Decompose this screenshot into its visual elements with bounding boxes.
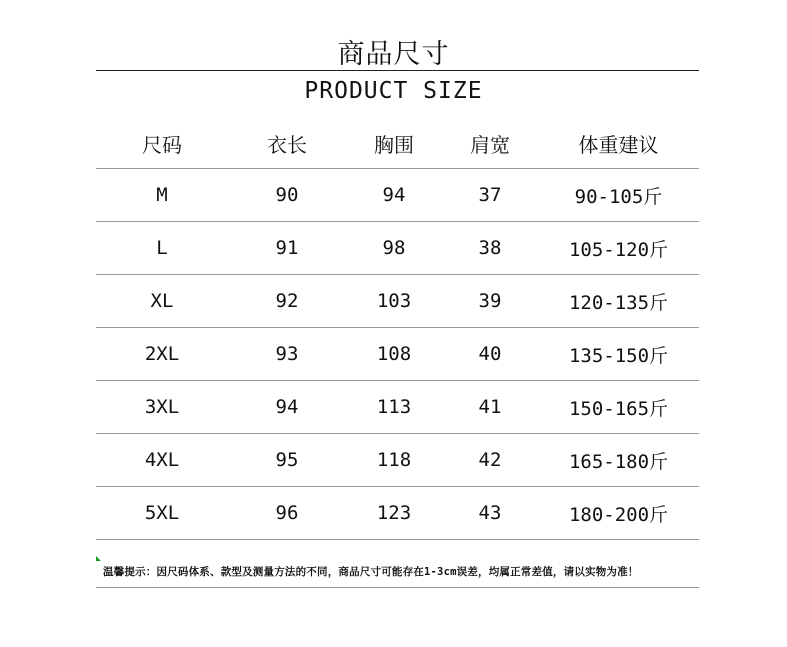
cell-shoulder: 42: [478, 449, 502, 471]
cell-length: 90: [275, 184, 299, 206]
cell-length: 95: [275, 449, 299, 471]
cell-shoulder: 40: [478, 343, 502, 365]
table-row: [96, 381, 699, 434]
cell-shoulder: 39: [478, 290, 502, 312]
header-weight: 体重建议: [578, 132, 659, 157]
table-row: [96, 169, 699, 222]
note-marker-icon: [96, 556, 101, 561]
cell-chest: 98: [382, 237, 406, 259]
cell-size: 2XL: [144, 343, 180, 365]
cell-chest: 94: [382, 184, 406, 206]
cell-weight: 180-200斤: [568, 503, 669, 526]
cell-chest: 118: [376, 449, 412, 471]
table-row: [96, 222, 699, 275]
page-title-chinese: 商品尺寸: [337, 39, 450, 70]
cell-weight: 135-150斤: [568, 344, 669, 367]
cell-size: 5XL: [144, 502, 180, 524]
cell-shoulder: 38: [478, 237, 502, 259]
cell-length: 92: [275, 290, 299, 312]
cell-chest: 123: [376, 502, 412, 524]
cell-chest: 103: [376, 290, 412, 312]
table-row: [96, 487, 699, 540]
header-shoulder: 肩宽: [470, 132, 510, 157]
measurement-note: 温馨提示：因尺码体系、款型及测量方法的不同，商品尺寸可能存在1-3cm误差，均属正常差值，请以实物为准！: [103, 566, 639, 578]
cell-chest: 113: [376, 396, 412, 418]
table-row: [96, 328, 699, 381]
cell-length: 96: [275, 502, 299, 524]
title-divider: [96, 70, 699, 71]
page-title-english: PRODUCT SIZE: [304, 78, 483, 104]
note-divider: [96, 587, 699, 588]
cell-length: 94: [275, 396, 299, 418]
cell-weight: 105-120斤: [568, 238, 669, 261]
cell-size: 4XL: [144, 449, 180, 471]
size-table: [96, 118, 699, 540]
cell-weight: 150-165斤: [568, 397, 669, 420]
cell-size: M: [156, 184, 168, 206]
cell-shoulder: 37: [478, 184, 502, 206]
cell-shoulder: 41: [478, 396, 502, 418]
table-row: [96, 434, 699, 487]
cell-weight: 120-135斤: [568, 291, 669, 314]
cell-length: 93: [275, 343, 299, 365]
cell-size: L: [156, 237, 168, 259]
header-length: 衣长: [267, 132, 307, 157]
header-size: 尺码: [142, 132, 182, 157]
cell-weight: 90-105斤: [574, 185, 663, 208]
cell-weight: 165-180斤: [568, 450, 669, 473]
size-table-header: [96, 118, 699, 169]
cell-length: 91: [275, 237, 299, 259]
cell-size: XL: [150, 290, 174, 312]
table-row: [96, 275, 699, 328]
cell-chest: 108: [376, 343, 412, 365]
cell-size: 3XL: [144, 396, 180, 418]
cell-shoulder: 43: [478, 502, 502, 524]
header-chest: 胸围: [374, 132, 414, 157]
